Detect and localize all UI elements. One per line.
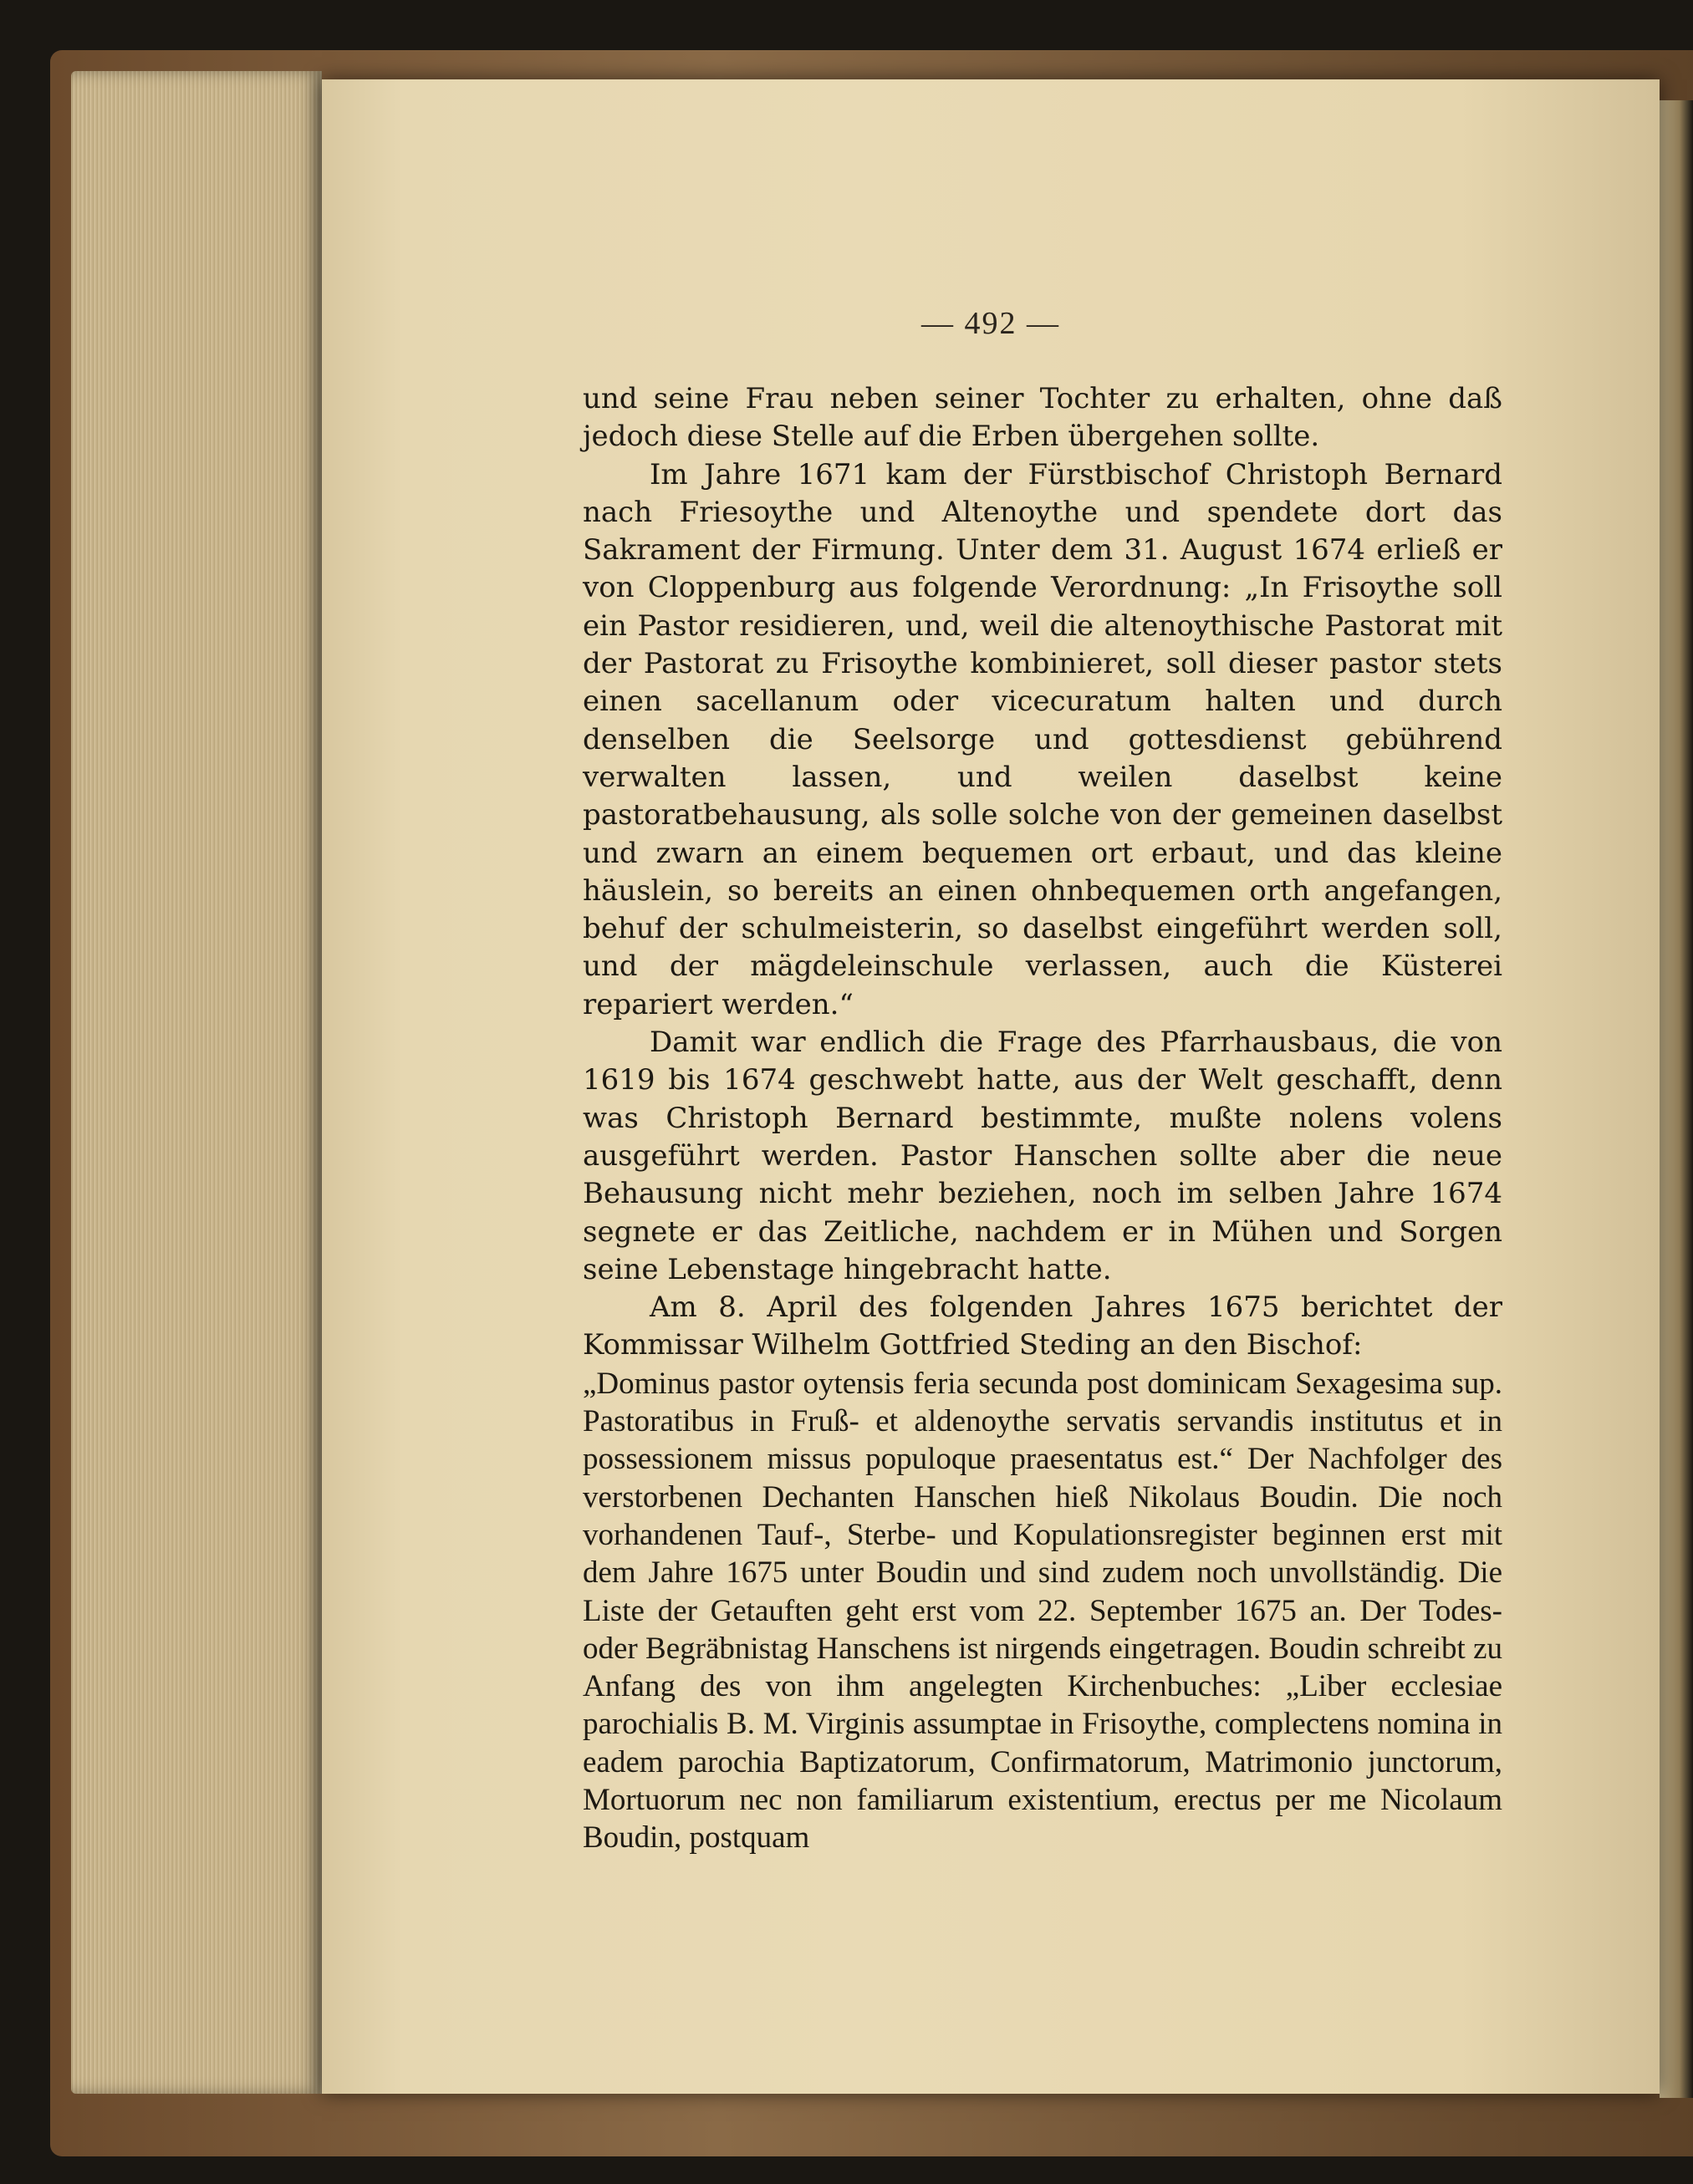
paragraph-latin-quote: „Dominus pastor oytensis feria secunda post dominicam Sexagesima sup. Pastoratibus in Fruß- et aldenoythe servatis servandis institutus et in possessionem missus populoque praesentatus est.“ Der Nachfolger des verstorbenen Dechanten Hanschen hieß Nikolaus Boudin. Die noch vorhandenen Tauf-, Sterbe- und Kopulationsregister beginnen erst mit dem Jahre 1675 unter Boudin und sind zudem noch unvollständig. Die Liste der Getauften geht erst vom 22. September 1675 an. Der Todes- oder Begräbnistag Hanschens ist nirgends eingetragen. Boudin schreibt zu Anfang des von ihm angelegten Kirchenbuches: „Liber ecclesiae parochialis B. M. Virginis assumptae in Frisoythe, complectens nomina in eadem parochia Baptizatorum, Confirmatorum, Matrimonio junctorum, Mortuorum nec non familiarum existentium, erectus per me Nicolaum Boudin, postquam (583, 1366, 1502, 1856)
next-page-edge (1660, 100, 1693, 2098)
page-number: — 492 — (921, 306, 1060, 341)
paragraph-report: Am 8. April des folgenden Jahres 1675 berichtet der Kommissar Wilhelm Gottfried Steding an den Bischof: (583, 1291, 1502, 1362)
page-text (583, 380, 1502, 1857)
page-stack-edge (71, 71, 322, 2094)
book-page (322, 79, 1660, 2094)
paragraph-continuation: und seine Frau neben seiner Tochter zu erhalten, ohne daß jedoch diese Stelle auf die Erben übergehen sollte. (583, 382, 1502, 454)
paragraph-pfarrhaus: Damit war endlich die Frage des Pfarrhausbaus, die von 1619 bis 1674 geschwebt hatte, aus der Welt geschafft, denn was Christoph Bernard bestimmte, mußte nolens volens ausgeführt werden. Pastor Hanschen sollte aber die neue Behausung nicht mehr beziehen, noch im selben Jahre 1674 segnete er das Zeitliche, nachdem er in Mühen und Sorgen seine Lebenstage hingebracht hatte. (583, 1026, 1502, 1286)
paragraph-decree: Im Jahre 1671 kam der Fürstbischof Christoph Bernard nach Friesoythe und Altenoythe und spendete dort das Sakrament der Firmung. Unter dem 31. August 1674 erließ er von Cloppenburg aus folgende Verordnung: „In Frisoythe soll ein Pastor residieren, und, weil die altenoythische Pastorat mit der Pastorat zu Frisoythe kombinieret, soll dieser pastor stets einen sacellanum oder vicecuratum halten und durch denselben die Seelsorge und gottesdienst gebührend verwalten lassen, und weilen daselbst keine pastoratbehausung, als solle solche von der gemeinen daselbst und zwarn an einem bequemen ort erbaut, und das kleine häuslein, so bereits an einen ohnbequemen orth angefangen, behuf der schulmeisterin, so daselbst eingeführt werden soll, und der mägdeleinschule verlassen, auch die Küsterei repariert werden.“ (583, 457, 1502, 1021)
